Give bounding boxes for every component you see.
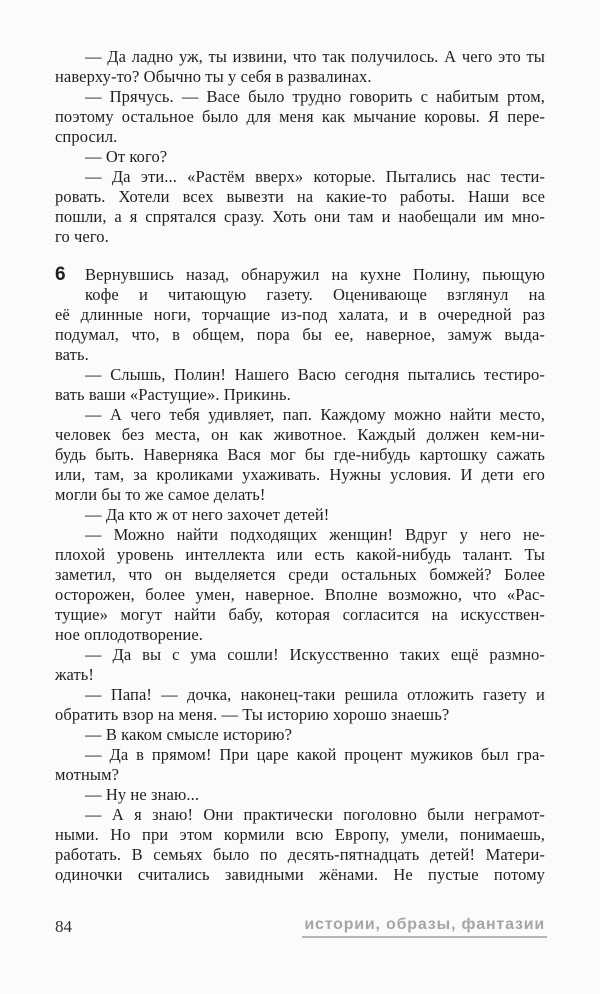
section-number: 6	[55, 264, 66, 285]
paragraph	[55, 405, 545, 505]
page-number: 84	[55, 917, 72, 936]
text-line: могли бы то же самое делать!	[55, 485, 266, 504]
page-footer	[0, 913, 600, 939]
text-line: — Да вы с ума сошли! Искусственно таких ещё размно-	[85, 645, 545, 664]
text-line: — Прячусь. — Васе было трудно говорить с набитым ртом,	[85, 87, 545, 106]
text-line: спросил.	[55, 127, 118, 146]
text-line: или, там, за кроликами ухаживать. Нужны условия. И дети его	[55, 465, 545, 484]
paragraph	[55, 645, 545, 685]
paragraph	[55, 745, 545, 785]
text-line: — Да ладно уж, ты извини, что так получилось. А чего это ты	[85, 47, 545, 66]
text-line: — Да кто ж от него захочет детей!	[85, 505, 330, 524]
text-line: — Ну не знаю...	[85, 785, 200, 804]
text-line: будь быть. Наверняка Вася мог бы где-нибудь картошку сажать	[55, 445, 545, 464]
paragraph	[55, 505, 545, 525]
text-line: го чего.	[55, 227, 109, 246]
text-line: вать ваши «Растущие». Прикинь.	[55, 385, 291, 404]
text-line: подумал, что, в общем, пора бы ее, наверное, замуж выда-	[55, 325, 545, 344]
paragraph	[55, 805, 545, 885]
text-line: Вернувшись назад, обнаружил на кухне Полину, пьющую	[85, 265, 545, 284]
text-line: обратить взор на меня. — Ты историю хорошо знаешь?	[55, 705, 450, 724]
paragraph	[55, 365, 545, 405]
text-line: ровать. Хотели всех вывезти на какие-то работы. Наши все	[55, 187, 545, 206]
text-line: ное оплодотворение.	[55, 625, 203, 644]
section-paragraph	[55, 265, 545, 365]
paragraph	[55, 47, 545, 87]
paragraph	[55, 725, 545, 745]
text-line: человек без места, он как животное. Каждый должен кем-ни-	[55, 425, 545, 444]
text-line: мотным?	[55, 765, 120, 784]
running-footer: истории, образы, фантазии	[302, 916, 547, 938]
text-line: кофе и читающую газету. Оценивающе взглянул на	[85, 285, 545, 304]
text-line: — Папа! — дочка, наконец-таки решила отложить газету и	[85, 685, 545, 704]
paragraph	[55, 147, 545, 167]
text-line: — А я знаю! Они практически поголовно были неграмот-	[85, 805, 545, 824]
text-line: пошли, а я спрятался сразу. Хоть они там и наобещали им мно-	[55, 207, 545, 226]
text-line: её длинные ноги, торчащие из-под халата, и в очередной раз	[55, 305, 545, 324]
text-line: ными. Но при этом кормили всю Европу, умели, понимаешь,	[55, 825, 545, 844]
paragraph	[55, 525, 545, 645]
text-line: — Можно найти подходящих женщин! Вдруг у него не-	[85, 525, 545, 544]
text-line: — В каком смысле историю?	[85, 725, 293, 744]
text-line: — Да эти... «Растём вверх» которые. Пытались нас тести-	[85, 167, 545, 186]
text-line: — Слышь, Полин! Нашего Васю сегодня пытались тестиро-	[85, 365, 545, 384]
text-line: — А чего тебя удивляет, пап. Каждому можно найти место,	[85, 405, 545, 424]
text-line: — Да в прямом! При царе какой процент мужиков был гра-	[85, 745, 545, 764]
text-line: тущие» могут найти бабу, которая согласится на искусствен-	[55, 605, 545, 624]
text-line: одиночки считались завидными жёнами. Не пустые потому	[55, 865, 545, 884]
paragraph	[55, 785, 545, 805]
text-line: работать. В семьях было по десять-пятнадцать детей! Матери-	[55, 845, 545, 864]
text-line: поэтому остальное было для меня как мычание коровы. Я пере-	[55, 107, 545, 126]
text-body	[55, 47, 545, 885]
text-line: жать!	[55, 665, 95, 684]
paragraph	[55, 87, 545, 147]
text-line: заметил, что он выделяется среди остальных бомжей? Более	[55, 565, 545, 584]
paragraph	[55, 167, 545, 247]
text-line: осторожен, более умен, наверное. Вполне возможно, что «Рас-	[55, 585, 545, 604]
text-line: наверху-то? Обычно ты у себя в развалинах.	[55, 67, 372, 86]
paragraph	[55, 685, 545, 725]
text-line: плохой уровень интеллекта или есть какой-нибудь талант. Ты	[55, 545, 545, 564]
text-line: — От кого?	[85, 147, 168, 166]
text-line: вать.	[55, 345, 89, 364]
